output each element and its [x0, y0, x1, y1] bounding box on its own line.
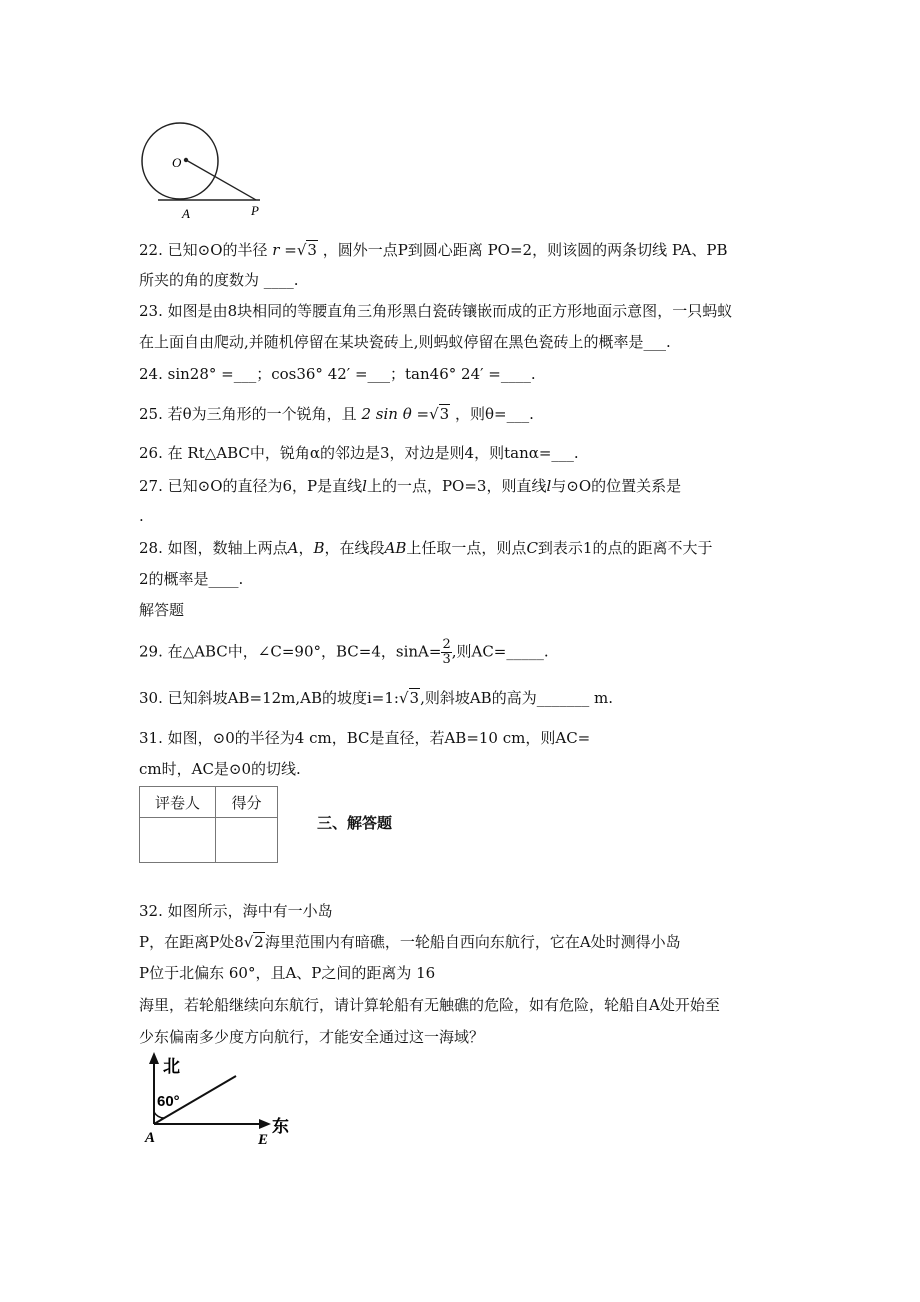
north-arrow-icon	[149, 1052, 159, 1064]
score-table-header-score: 得分	[216, 787, 278, 818]
center-dot	[184, 158, 188, 162]
q22-number: 22.	[139, 241, 163, 259]
q29-line: 29. 在△ABC中，∠C=90°，BC=4，sinA= $\frac{2}{3}$ ,则AC=_____.	[139, 637, 549, 667]
score-table-grader-cell[interactable]	[140, 818, 216, 863]
q27-number: 27.	[139, 477, 163, 495]
score-table-score-cell[interactable]	[216, 818, 278, 863]
q31-line2: cm时，AC是⊙0的切线.	[139, 760, 301, 778]
label-a-compass: A	[145, 1130, 156, 1146]
label-e-compass: E	[258, 1132, 269, 1148]
q32-line2: P，在距离P处8√2海里范围内有暗礁，一轮船自西向东航行，它在A处时测得小岛	[139, 933, 681, 951]
angle-label: 60°	[157, 1093, 180, 1110]
q32-number: 32.	[139, 902, 163, 920]
q31-number: 31.	[139, 729, 163, 747]
north-label: 北	[163, 1057, 180, 1077]
q23-line1: 23. 如图是由8块相同的等腰直角三角形黑白瓷砖镶嵌而成的正方形地面示意图，一只蚂蚁	[139, 302, 733, 320]
label-a: A	[182, 206, 190, 221]
q27-line2: .	[139, 507, 144, 525]
q32-line4: 海里，若轮船继续向东航行，请计算轮船有无触礁的危险，如有危险，轮船自A处开始至	[139, 996, 720, 1014]
q32-line1: 32. 如图所示，海中有一小岛	[139, 902, 333, 920]
east-arrow-icon	[259, 1119, 271, 1129]
q28-number: 28.	[139, 539, 163, 557]
q25-line: 25. 若θ为三角形的一个锐角，且 2 sin θ =√3 ，则θ=___.	[139, 405, 534, 423]
east-label: 东	[272, 1117, 289, 1137]
q32-line5: 少东偏南多少度方向航行，才能安全通过这一海域？	[139, 1028, 485, 1046]
compass-figure	[140, 1050, 300, 1150]
q28-line2: 2的概率是____.	[139, 570, 244, 588]
q29-fraction: $\frac{2}{3}$	[442, 637, 451, 667]
label-p: P	[251, 203, 259, 218]
q25-number: 25.	[139, 405, 163, 423]
q24-number: 24.	[139, 365, 163, 383]
q22-line1: 22. 已知⊙O的半径 r =√3 ，圆外一点P到圆心距离 PO=2，则该圆的两条切线 PA、PB	[139, 241, 728, 259]
segment-op	[186, 160, 256, 200]
angle-arc	[154, 1112, 164, 1118]
label-o: O	[172, 155, 182, 170]
q23-line2: 在上面自由爬动,并随机停留在某块瓷砖上,则蚂蚁停留在黑色瓷砖上的概率是___.	[139, 333, 671, 351]
q30-line: 30. 已知斜坡AB=12m,AB的坡度i=1:√3,则斜坡AB的高为_______ m.	[139, 689, 613, 707]
score-table	[139, 786, 278, 863]
score-table-header-grader: 评卷人	[140, 787, 216, 818]
q27-line1: 27. 已知⊙O的直径为6，P是直线l上的一点，PO=3，则直线l与⊙O的位置关系是	[139, 477, 682, 495]
q26-number: 26.	[139, 444, 163, 462]
q31-line1: 31. 如图，⊙0的半径为4 cm，BC是直径，若AB=10 cm，则AC=	[139, 729, 591, 747]
q23-number: 23.	[139, 302, 163, 320]
circle-tangent-figure	[130, 112, 280, 224]
section-answer-heading: 解答题	[139, 601, 185, 619]
q30-number: 30.	[139, 689, 163, 707]
q29-number: 29.	[139, 642, 163, 661]
q26-line: 26. 在 Rt△ABC中，锐角α的邻边是3，对边是则4，则tanα=___.	[139, 444, 579, 462]
q22-line2: 所夹的角的度数为 ____.	[139, 271, 299, 289]
q28-line1: 28. 如图，数轴上两点A，B，在线段AB上任取一点，则点C到表示1的点的距离不大于	[139, 539, 713, 557]
q32-line3: P位于北偏东 60°，且A、P之间的距离为 16	[139, 964, 436, 982]
q24-line: 24. sin28° =___；cos36° 42′ =___；tan46° 24′ =____.	[139, 365, 536, 383]
section3-title: 三、解答题	[317, 814, 393, 832]
